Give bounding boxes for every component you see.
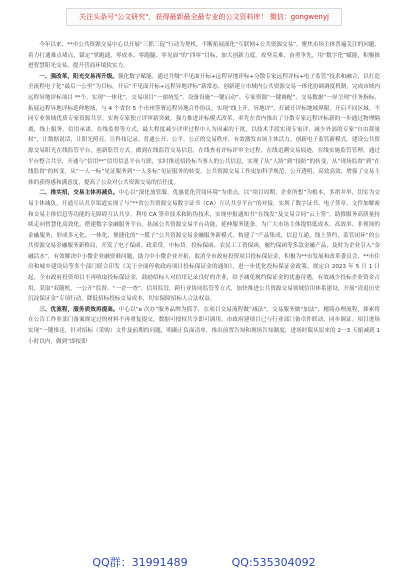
- section-one-paragraph: [28, 72, 380, 189]
- section-three-paragraph: [28, 305, 380, 347]
- section-one-text: 强化数字赋能。通过升级“不见面开标+远程异地评标+分散专家远程评标+电子监管”技术和融合，以打造全流程电子化“最后一公里”为目标，开启“不见面开标+远程异地评标”新常态。创新建立市域内公共资源交易一体化协调调度机制，完成市域内远程异地评标项目 **个，实现“一体化”，交易项目“一窗统览”、设备设施“一键启动”、专家资源“一键调配”、交易数据“一屏呈现”任务指标，拓展远程异地评标延伸地域，与 4 个省份 5 个市州签署远程异地合作协议。实现“线上开、异地评”，打破开评标地域界限，开启不同区域、不同专业领域优质专家资源共享。实现专家独立评审新突破。强力推进评标模式改革，率先在省内推出了分散专家远程评标新的一步通过物理隔离，线上服务、信用承诺，在线监督等方式，最大程度减少评审过程中人为因素的干扰，以技术手段实现专家评，减少外部的专家“自由裁量权”，让数据说话，让阳光照亮，让科技记录、普通公开、公平、公正的交易秩序，有效激发市场主体活力，创新电子监管新模式。建设公共资源交易阳光在线监管平台，创新监管方式，做到在线监管交易信息，在线查看评标评审全过程，在线追溯交易痕迹，在线实施监管管理，通过平台整合共享，开通与“信用**”信用信息平台互联，实时推送招投标当事人的公共信息，实现了从“人防”到“技防”的转变，从“现场监督”到“在线监督”的转变，从“一人一标”见证服务到“一人多标”见证服务的转变，公共资源交易工作更加科学规范、公开透明、高效高效，增强了交易主体的获得感和满意度，提高了公众对公共资源交易的信任度。: [28, 73, 380, 186]
- document-body: [28, 40, 380, 548]
- qq-group-text: QQ群：31991489: [92, 556, 188, 569]
- header-banner: 关注头条号"公文研究"，获得最新最全最专业的公文资料库！ 微信：gongwenyj: [66, 8, 342, 26]
- section-two-heading: 二、推实招，交易主体再减负。: [39, 190, 119, 197]
- section-three-heading: 三、优流程，服务质效再提高。: [39, 306, 119, 313]
- section-two-paragraph: [28, 188, 380, 305]
- intro-paragraph: [28, 40, 380, 72]
- footer-contacts: [0, 552, 408, 572]
- qq-text: QQ:535304092: [231, 555, 316, 569]
- section-two-text: 中心以“深化放管服、优惠优化营商环境”为重点，以“项目周期、企业所想”为根本，多措并举，切实为交易主体减负，开通互认共享渠道实现了与“**省公共资源交易数字证书（CA）互认共享平台”的对接，实现了数字证书、电子签章、文件加解密和交易主体信息等功能的无障碍互认共享。利用 CA 签章技术和防伪技术，实现申报通知书“在线发”及交易合同“云上签”，助推服务高质量持续走向智慧化高效化。搭建数字金融服务平台，拓展公共资源交易平台功能，延伸服务链条，为广大市场主体提供低成本、高效率、非现场的金融服务，形成多元化、一体化、便捷化的“一揽子”公共资源交易金融服务新模式，构建了“产品集成，信息互通，线上签约，监管闭环”的公共资源交易金融服务新格局，开发了电子保函、政采贷、中标贷、投标保函、农民工工资保函，履约保函等多款金融产品，及时为企业引入“金融活水”，有效解决中小微企业融资难问题，助力中小微企业开拓，取消全市政府投资项目投标保证金，积极为**市发展和改革委员会、**市住房和城乡建设局等多个部门联合印发《关于全面停收政府项目投标保证金的通知》，进一步优化投标保证金政策，规定自 2023 年 5 月 1 日起，全市政府投资项目不再收取投标保证金，鼓励招标人对信用记录良好的企业，给予减免履约保证金的优惠待遇，有效减少投标企业资金占用，采取“双随机，一公开”监督、“一企一查”，信用监管，跨行业协同监管等方式，加快推进公共资源交易领域信用体系建设，开展“清退历史沉淀保证金”专项行动，降低招标投标交易成本，切实保障招标人合法权益。: [28, 190, 380, 303]
- paragraph-text: 今年以来，**市公共资源交易中心以开展“三抓三促”行动为契机，不断拓展深化“互联网+公共资源交易”，聚焦市场主体普遍关注的问题，着力打通难点堵点，锚定“掌跑通、零成本、零跑腿、零见面”的“四零”目标，加大创新力度，攻坚克难，奋勇争先，用“数字化”赋能，积极推进智慧阳光交易，提升营商环境软实力。: [28, 42, 380, 70]
- section-three-text: 中心以“e 次办”服务品牌为抓手，在项目交易流程做“减法”，交易服务做“加法”，精简办理流程，探索将在公告工作业部门备案规定过的材料不再重复提交，数据可授权共享即可调用，市政府建项目已与行业部门备卓件联动，同步调证。项目进场实现“一键推送，针对招标（采购）文件及前期的问题，明确正负面清单，推出前置告知和现场告知制度，进场时限从原来的 2－3 天缩减到 1 小时以内，做到“即报即: [28, 306, 380, 345]
- section-one-heading: 一、强改革，阳光交易再升级。: [39, 73, 118, 80]
